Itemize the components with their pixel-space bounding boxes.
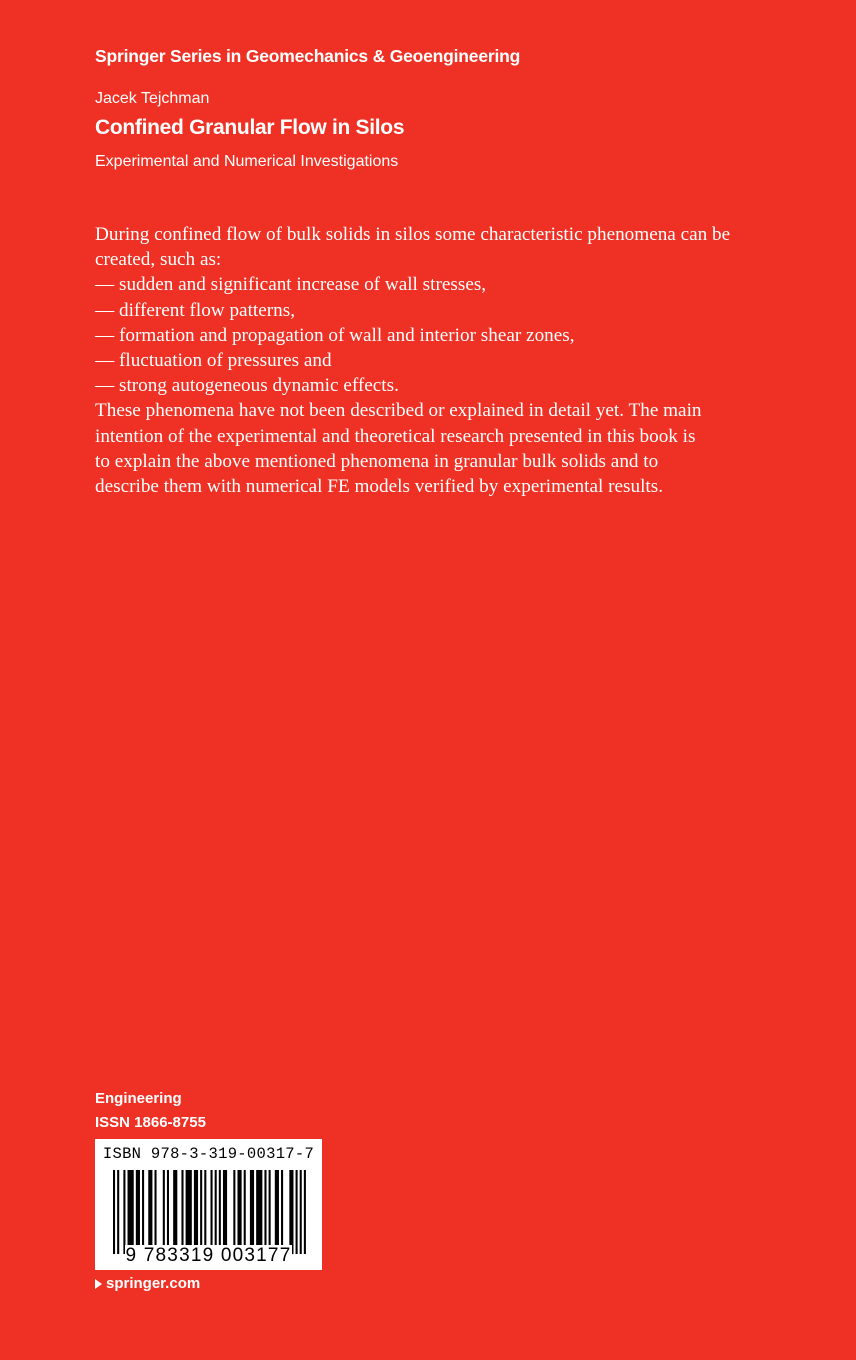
barcode-bar [211,1170,213,1254]
book-title: Confined Granular Flow in Silos [95,116,405,139]
barcode-bar [186,1170,192,1254]
barcode-bar [167,1170,169,1254]
barcode-digits-text: 9 783319 003177 [125,1245,292,1266]
barcode-digits [95,1245,322,1267]
barcode-bar [237,1170,241,1254]
barcode-graphic [113,1170,308,1254]
barcode-bar [200,1170,202,1254]
description-line: — strong autogeneous dynamic effects. [95,375,399,397]
barcode-bar [289,1170,293,1254]
barcode-bar [117,1170,119,1254]
barcode-bar [148,1170,152,1254]
subject-category: Engineering [95,1090,182,1107]
barcode-bar [204,1170,206,1254]
barcode-bar [275,1170,279,1254]
barcode-bar [163,1170,165,1254]
barcode-bar [113,1170,115,1254]
publisher-website[interactable] [95,1275,200,1292]
description-line: — formation and propagation of wall and interior shear zones, [95,324,575,346]
arrow-right-icon [95,1279,102,1289]
description-line: created, such as: [95,249,222,271]
description-line: describe them with numerical FE models verified by experimental results. [95,476,663,498]
barcode-bar [154,1170,156,1254]
book-description [95,222,795,499]
barcode-bar [142,1170,144,1254]
barcode-bar [256,1170,262,1254]
barcode-bar [300,1170,302,1254]
barcode-bar [181,1170,183,1254]
barcode-bar [264,1170,266,1254]
description-line: — fluctuation of pressures and [95,350,332,372]
description-line: to explain the above mentioned phenomena in granular bulk solids and to [95,450,659,472]
barcode-bar [123,1170,125,1254]
description-line: — different flow patterns, [95,299,295,321]
barcode-bars [113,1170,308,1254]
series-name: Springer Series in Geomechanics & Geoengineering [95,46,521,66]
barcode-bar [194,1170,198,1254]
barcode-bar [128,1170,134,1254]
barcode-bar [296,1170,298,1254]
barcode-bar [173,1170,177,1254]
description-line: During confined flow of bulk solids in silos some characteristic phenomena can be [95,224,731,245]
barcode-bar [215,1170,217,1254]
barcode-bar [304,1170,306,1254]
book-subtitle: Experimental and Numerical Investigations [95,153,399,170]
website-label: springer.com [106,1275,201,1292]
barcode-bar [281,1170,283,1254]
barcode-bar [269,1170,271,1254]
isbn-label: ISBN 978-3-319-00317-7 [102,1145,315,1163]
description-line: intention of the experimental and theoretical research presented in this book is [95,425,696,447]
barcode-bar [244,1170,246,1254]
barcode-bar [136,1170,140,1254]
barcode-bar [219,1170,221,1254]
issn-number: ISSN 1866-8755 [95,1114,206,1131]
barcode-bar [233,1170,235,1254]
description-line: These phenomena have not been described or explained in detail yet. The main [95,400,702,422]
barcode-bar [223,1170,227,1254]
author-name: Jacek Tejchman [95,90,210,107]
isbn-barcode [95,1139,322,1270]
description-line: — sudden and significant increase of wall stresses, [95,274,487,296]
barcode-bar [250,1170,254,1254]
